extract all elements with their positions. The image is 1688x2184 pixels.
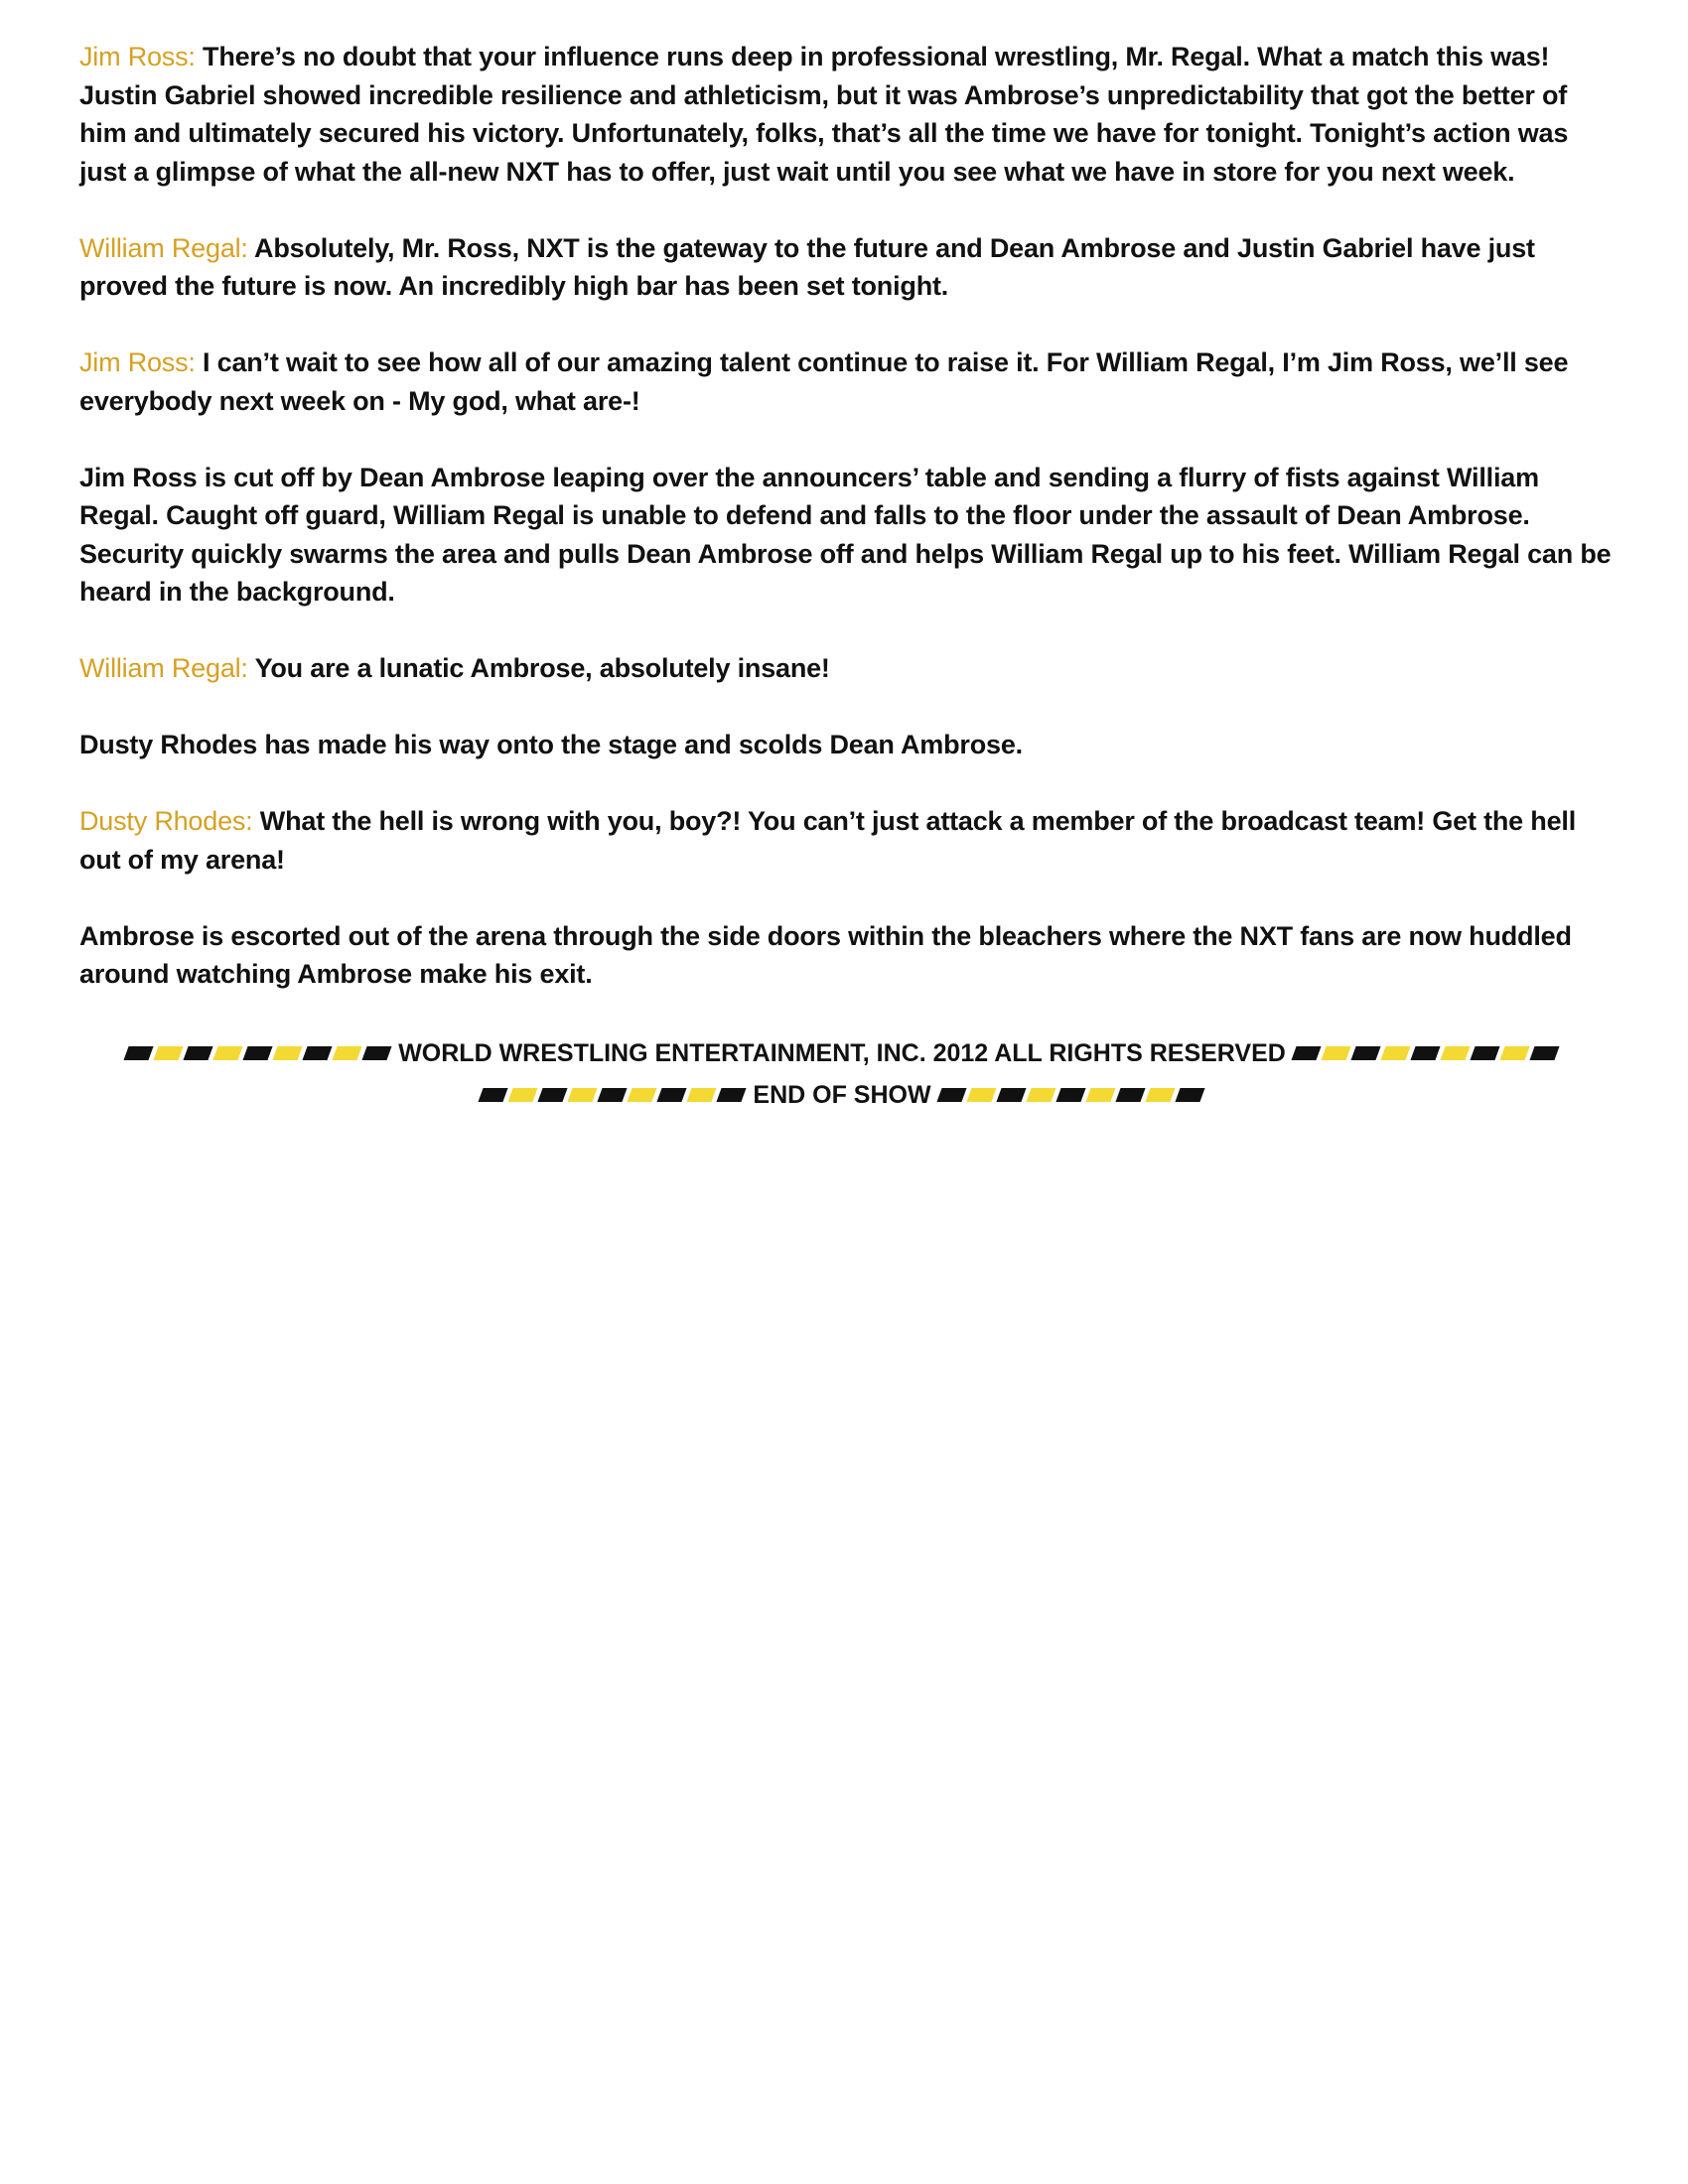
tape-segment	[1529, 1046, 1559, 1060]
dialogue-jim-ross-1	[79, 38, 1614, 191]
tape-segment	[303, 1046, 333, 1060]
end-of-show-text: END OF SHOW	[753, 1081, 931, 1109]
caution-tape-right	[1294, 1045, 1562, 1061]
tape-segment	[1410, 1046, 1440, 1060]
caution-tape-left	[126, 1045, 394, 1061]
caution-tape-right	[939, 1087, 1207, 1103]
tape-segment	[362, 1046, 392, 1060]
tape-segment	[1055, 1088, 1085, 1102]
tape-segment	[538, 1088, 568, 1102]
tape-segment	[154, 1046, 184, 1060]
end-of-show-line	[0, 1074, 1688, 1116]
tape-segment	[1175, 1088, 1204, 1102]
tape-segment	[1026, 1088, 1055, 1102]
tape-segment	[1085, 1088, 1115, 1102]
tape-segment	[508, 1088, 538, 1102]
tape-segment	[966, 1088, 996, 1102]
narration-text: Jim Ross is cut off by Dean Ambrose leaping over the announcers’ table and sending a flurry of fists against William Regal. Caught off guard, William Regal is unable to defend and falls to the floor under the assault of Dean Ambrose. Security quickly swarms the area and pulls Dean Ambrose off and helps William Regal up to his feet. William Regal can be heard in the background.	[79, 462, 1612, 607]
dialogue-text: You are a lunatic Ambrose, absolutely insane!	[254, 653, 830, 683]
copyright-line	[0, 1032, 1688, 1074]
tape-segment	[1145, 1088, 1175, 1102]
tape-segment	[1499, 1046, 1529, 1060]
tape-segment	[657, 1088, 687, 1102]
tape-segment	[568, 1088, 598, 1102]
tape-segment	[1470, 1046, 1499, 1060]
tape-segment	[996, 1088, 1026, 1102]
tape-segment	[333, 1046, 362, 1060]
speaker-label: William Regal:	[79, 653, 248, 683]
tape-segment	[717, 1088, 747, 1102]
tape-segment	[628, 1088, 657, 1102]
tape-segment	[273, 1046, 303, 1060]
stage-direction-exit	[79, 917, 1614, 994]
dialogue-dusty-rhodes	[79, 802, 1614, 879]
speaker-label: Jim Ross:	[79, 347, 196, 377]
stage-direction-attack	[79, 459, 1614, 612]
tape-segment	[936, 1088, 966, 1102]
script-page	[79, 38, 1614, 1031]
tape-segment	[1440, 1046, 1470, 1060]
tape-segment	[184, 1046, 213, 1060]
speaker-label: William Regal:	[79, 232, 248, 263]
tape-segment	[598, 1088, 628, 1102]
narration-text: Ambrose is escorted out of the arena through the side doors within the bleachers where the NXT fans are now huddled around watching Ambrose make his exit.	[79, 920, 1572, 989]
tape-segment	[1291, 1046, 1321, 1060]
dialogue-william-regal-2	[79, 649, 1614, 688]
tape-segment	[124, 1046, 154, 1060]
copyright-text: WORLD WRESTLING ENTERTAINMENT, INC. 2012 ALL RIGHTS RESERVED	[398, 1039, 1286, 1067]
stage-direction-dusty	[79, 726, 1614, 764]
script-footer	[0, 1032, 1688, 1116]
caution-tape-left	[481, 1087, 749, 1103]
tape-segment	[243, 1046, 273, 1060]
tape-segment	[1350, 1046, 1380, 1060]
tape-segment	[1380, 1046, 1410, 1060]
dialogue-jim-ross-2	[79, 343, 1614, 420]
dialogue-text: I can’t wait to see how all of our amazing talent continue to raise it. For William Regal, I’m Jim Ross, we’ll see everybody next week on - My god, what are-!	[79, 347, 1569, 416]
dialogue-text: Absolutely, Mr. Ross, NXT is the gateway to the future and Dean Ambrose and Justin Gabriel have just proved the future is now. An incredibly high bar has been set tonight.	[79, 232, 1535, 301]
narration-text: Dusty Rhodes has made his way onto the stage and scolds Dean Ambrose.	[79, 730, 1023, 759]
tape-segment	[1321, 1046, 1350, 1060]
tape-segment	[687, 1088, 717, 1102]
tape-segment	[213, 1046, 243, 1060]
tape-segment	[479, 1088, 508, 1102]
dialogue-william-regal-1	[79, 229, 1614, 306]
speaker-label: Dusty Rhodes:	[79, 806, 253, 836]
speaker-label: Jim Ross:	[79, 42, 196, 71]
dialogue-text: There’s no doubt that your influence runs deep in professional wrestling, Mr. Regal. What a match this was! Justin Gabriel showed incredible resilience and athleticism, but it was Ambrose’s unpredictability that got the better of him and ultimately secured his victory. Unfortunately, folks, that’s all the time we have for tonight. Tonight’s action was just a glimpse of what the all-new NXT has to offer, just wait until you see what we have in store for you next week.	[79, 42, 1569, 187]
tape-segment	[1115, 1088, 1145, 1102]
dialogue-text: What the hell is wrong with you, boy?! You can’t just attack a member of the broadcast team! Get the hell out of my arena!	[79, 806, 1577, 875]
